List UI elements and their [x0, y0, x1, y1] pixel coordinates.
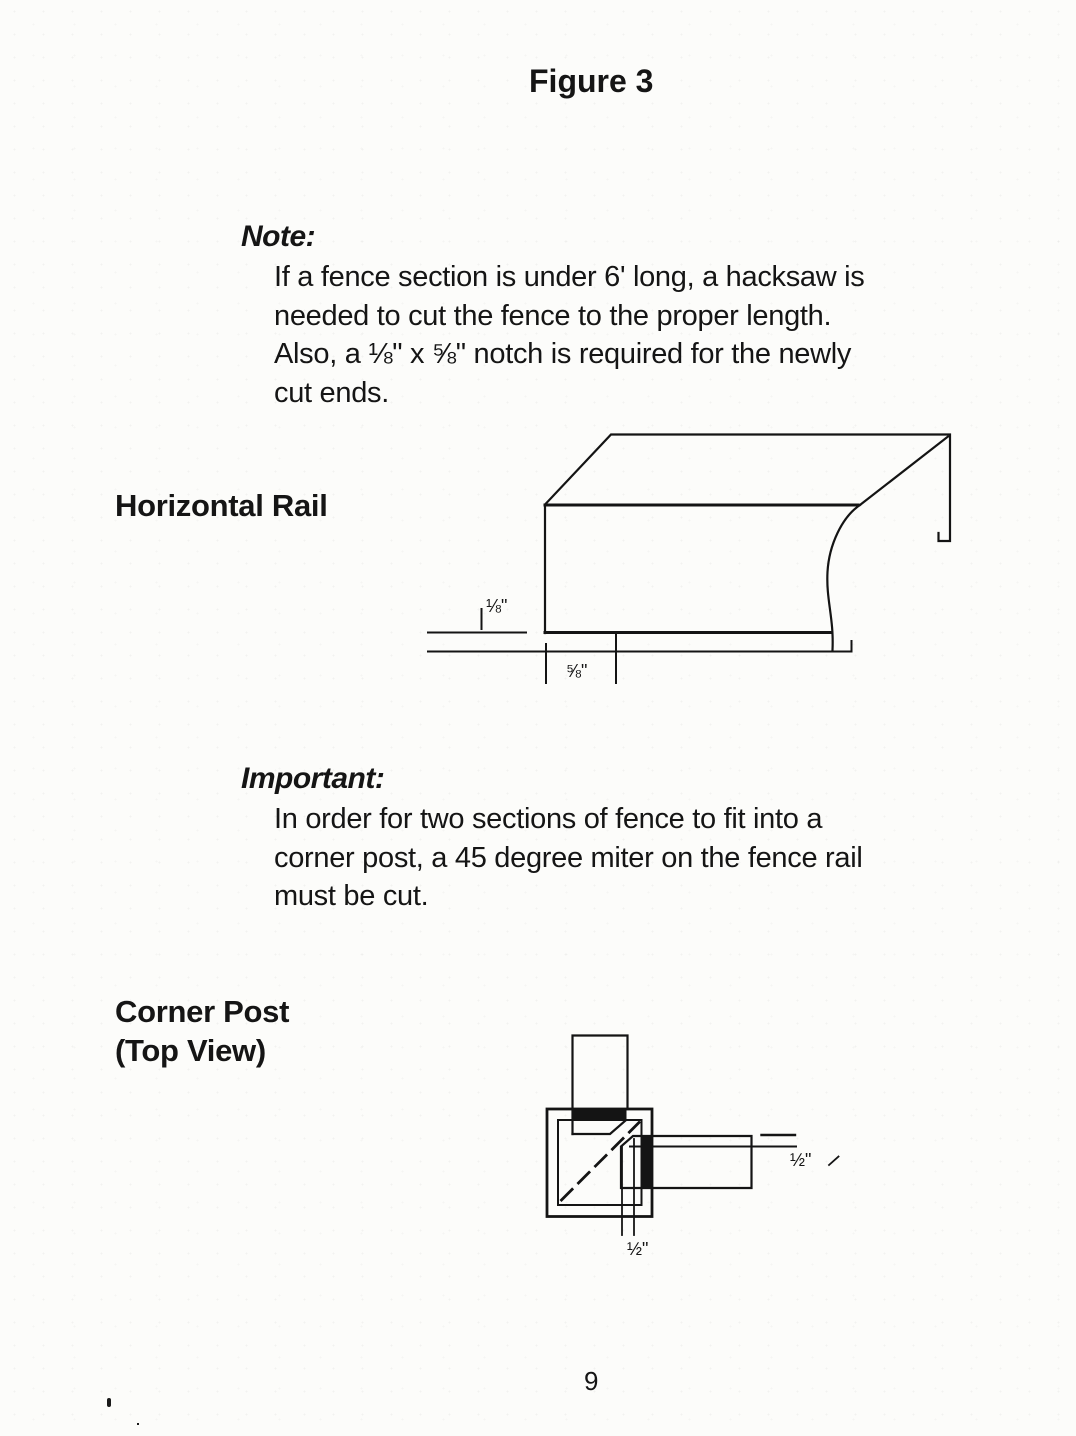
- page-number: 9: [584, 1366, 599, 1396]
- dim-label-notch-depth: ⅝": [566, 661, 588, 681]
- corner-post-label: [115, 992, 289, 1070]
- top-slot-filled: [573, 1109, 627, 1121]
- dim-label-right: ½": [790, 1150, 812, 1170]
- note-line: Also, a ⅛" x ⅝" notch is required for the newly: [274, 338, 852, 371]
- figure-title: Figure 3: [529, 63, 654, 99]
- corner-post-label-line1: Corner Post: [115, 994, 290, 1029]
- note-line: cut ends.: [274, 376, 389, 409]
- horizontal-rail-diagram: [420, 425, 965, 695]
- important-line: must be cut.: [274, 880, 429, 913]
- rail-end-curve: [827, 505, 860, 650]
- important-line: corner post, a 45 degree miter on the fence rail: [274, 841, 863, 874]
- important-paragraph: [274, 800, 863, 916]
- corner-post-diagram: [540, 1030, 970, 1270]
- right-slot-filled: [642, 1136, 652, 1188]
- note-line: needed to cut the fence to the proper length.: [274, 299, 832, 332]
- note-paragraph: [274, 258, 865, 412]
- scan-speck: [107, 1398, 111, 1407]
- scan-speck: [137, 1423, 139, 1425]
- dim-label-bottom: ½": [627, 1239, 649, 1259]
- dim-label-notch-height: ⅛": [486, 596, 508, 616]
- top-rail-miter: [573, 1121, 626, 1135]
- rail-right-diagonal: [860, 437, 948, 506]
- important-line: In order for two sections of fence to fit into a: [274, 803, 823, 835]
- dim-leader-tick: [829, 1157, 839, 1166]
- note-line: If a fence section is under 6' long, a hacksaw is: [274, 261, 865, 293]
- horizontal-rail-label: Horizontal Rail: [115, 488, 328, 523]
- rail-outline: [545, 435, 950, 634]
- rail-notch-line: [428, 641, 852, 652]
- important-heading: Important:: [241, 762, 385, 795]
- corner-post-label-line2: (Top View): [115, 1033, 266, 1068]
- note-heading: Note:: [241, 220, 316, 253]
